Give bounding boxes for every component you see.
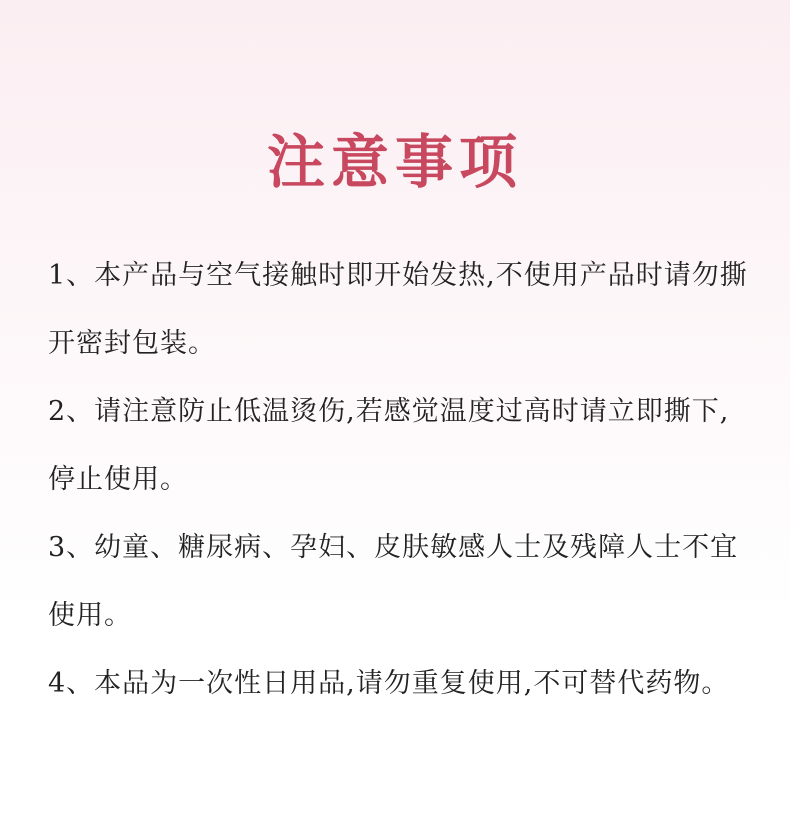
- page-title: 注意事项: [266, 127, 523, 196]
- note-item-3: 3、幼童、糖尿病、孕妇、皮肤敏感人士及残障人士不宜使用。: [48, 532, 739, 631]
- note-item-2: 2、请注意防止低温烫伤,若感觉温度过高时请立即撕下,停止使用。: [48, 396, 730, 495]
- note-item-1: 1、本产品与空气接触时即开始发热,不使用产品时请勿撕开密封包装。: [48, 260, 748, 359]
- note-item-4: 4、本品为一次性日用品,请勿重复使用,不可替代药物。: [48, 668, 730, 699]
- notes-list: [48, 242, 748, 718]
